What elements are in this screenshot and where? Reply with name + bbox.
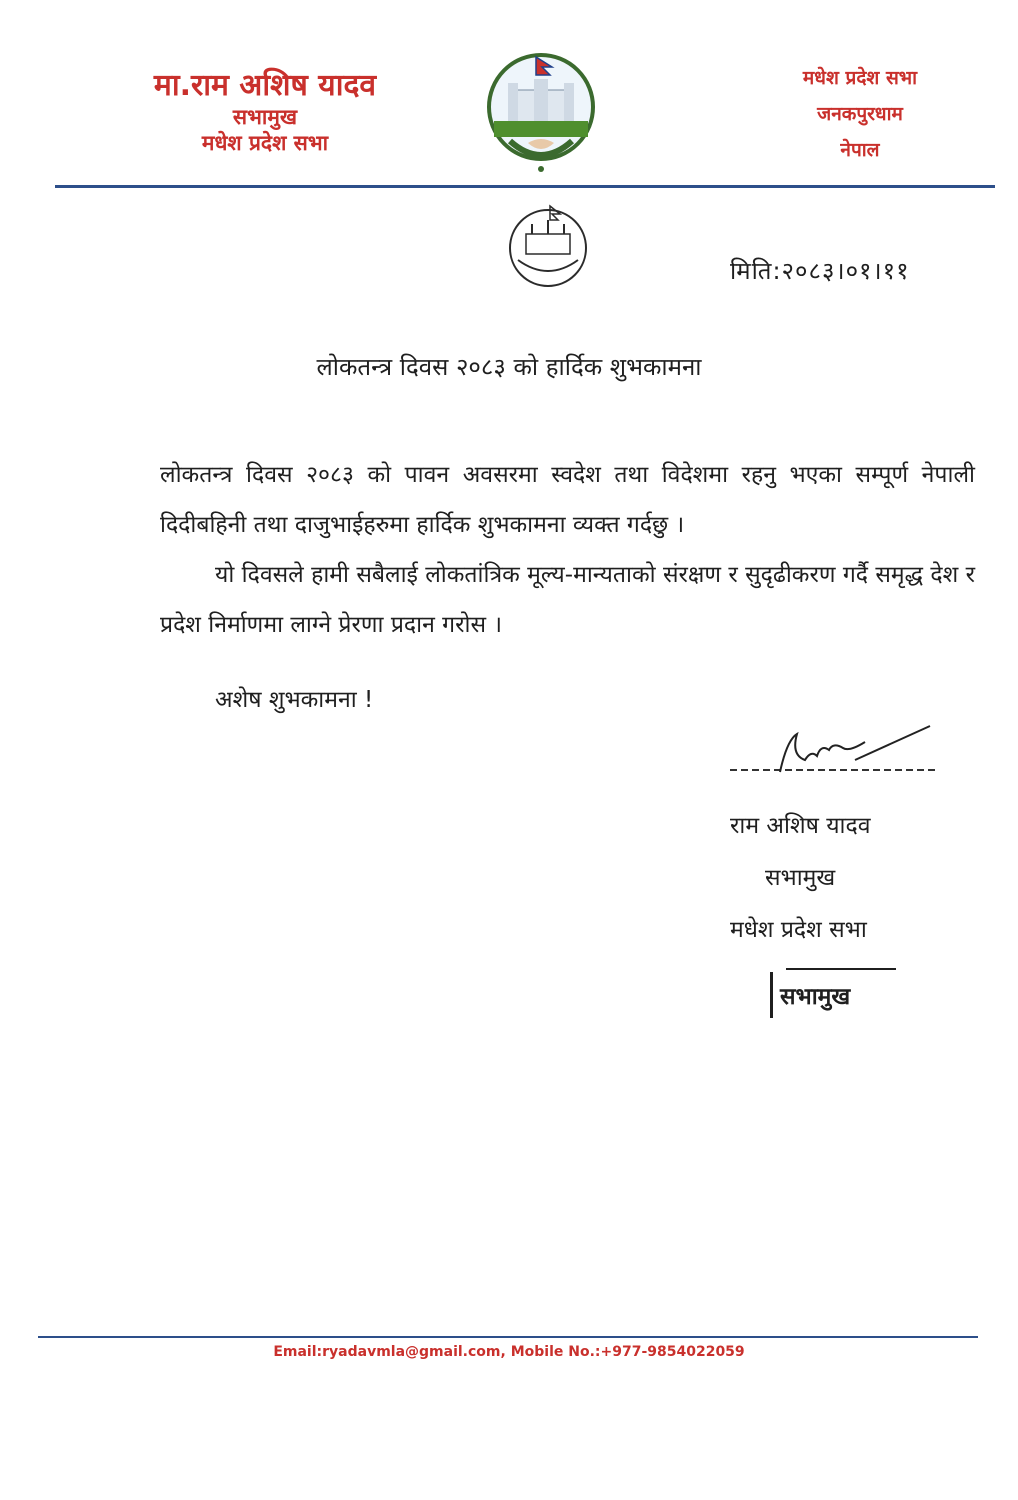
speaker-name: मा.राम अशिष यादव [153, 68, 377, 103]
speaker-org: मधेश प्रदेश सभा [201, 131, 329, 155]
assembly-city: जनकपुरधाम [817, 103, 903, 125]
signatory-title: सभामुख [765, 865, 836, 891]
assembly-name: मधेश प्रदेश सभा [802, 67, 918, 89]
closing-wish: अशेष शुभकामना ! [215, 687, 374, 713]
assembly-emblem-icon [482, 45, 600, 175]
letterhead-left [100, 68, 430, 156]
title-stamp [770, 968, 850, 1020]
stamp-text: सभामुख [780, 984, 851, 1010]
letter-date: मिति:२०८३।०१।११ [730, 257, 910, 285]
letterhead-right [750, 60, 970, 168]
letter-body [160, 450, 975, 650]
signatory-name: राम अशिष यादव [730, 813, 871, 839]
footer-divider [38, 1336, 978, 1338]
official-seal-icon [492, 198, 610, 316]
letter-subject: लोकतन्त्र दिवस २०८३ को हार्दिक शुभकामना [316, 353, 702, 381]
signatory-org: मधेश प्रदेश सभा [730, 917, 867, 943]
body-paragraph-2: यो दिवसले हामी सबैलाई लोकतांत्रिक मूल्य-मान्यताको संरक्षण र सुदृढीकरण गर्दै समृद्ध देश र प्रदेश निर्माणमा लाग्ने प्रेरणा प्रदान गरोस । [160, 562, 975, 638]
assembly-country: नेपाल [840, 139, 880, 161]
footer-contact: Email:ryadavmla@gmail.com, Mobile No.:+977-9854022059 [273, 1344, 745, 1360]
header-divider [55, 185, 995, 188]
speaker-title: सभामुख [232, 105, 298, 129]
handwritten-signature-icon [725, 720, 940, 782]
body-paragraph-1: लोकतन्त्र दिवस २०८३ को पावन अवसरमा स्वदेश तथा विदेशमा रहनु भएका सम्पूर्ण नेपाली दिदीबहिनी तथा दाजुभाईहरुमा हार्दिक शुभकामना व्यक्त गर्दछु । [160, 462, 975, 538]
